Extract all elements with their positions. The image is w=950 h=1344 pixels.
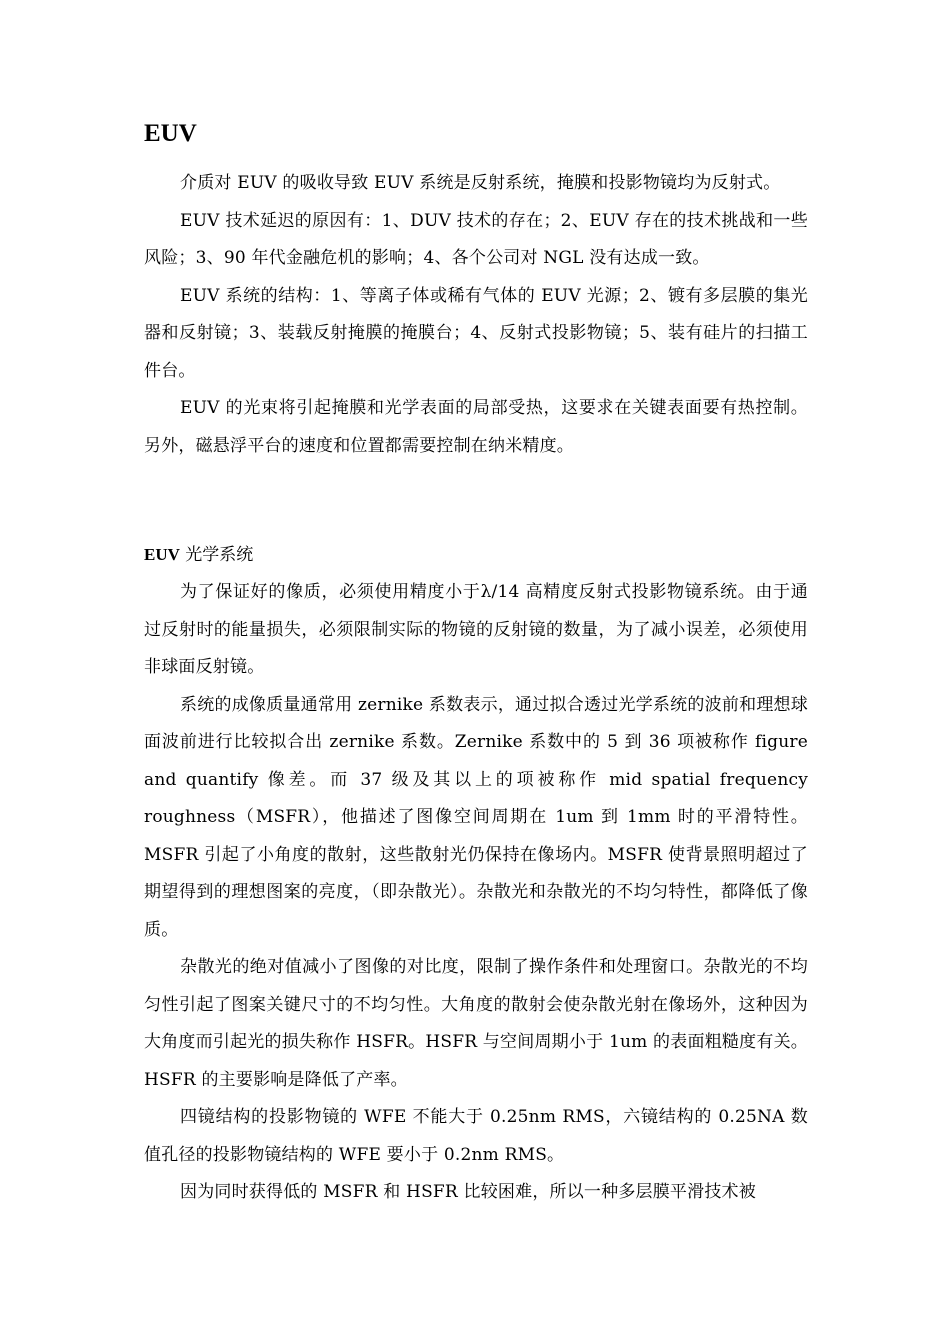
paragraph: 介质对 EUV 的吸收导致 EUV 系统是反射系统，掩膜和投影物镜均为反射式。	[180, 173, 781, 193]
paragraph: EUV 的光束将引起掩膜和光学表面的局部受热，这要求在关键表面要有热控制。另外，磁悬浮平台的速度和位置都需要控制在纳米精度。	[144, 398, 808, 456]
document-title: EUV	[144, 120, 197, 147]
section-intro	[144, 165, 808, 465]
paragraph: 系统的成像质量通常用 zernike 系数表示，通过拟合透过光学系统的波前和理想球面波前进行比较拟合出 zernike 系数。Zernike 系数中的 5 到 36 项被称作 figure and quantify 像差。而 37 级及其以上的项被称作 mid spatial frequency roughness（MSFR），他描述了图像空间周期在 1um 到 1mm 时的平滑特性。MSFR 引起了小角度的散射，这些散射光仍保持在像场内。MSFR 使背景照明超过了期望得到的理想图案的亮度，（即杂散光）。杂散光和杂散光的不均匀特性，都降低了像质。	[144, 694, 808, 940]
paragraph: EUV 技术延迟的原因有：1、DUV 技术的存在；2、EUV 存在的技术挑战和一些风险；3、90 年代金融危机的影响；4、各个公司对 NGL 没有达成一致。	[144, 210, 808, 268]
paragraph: 因为同时获得低的 MSFR 和 HSFR 比较困难，所以一种多层膜平滑技术被	[180, 1182, 756, 1202]
paragraph: 四镜结构的投影物镜的 WFE 不能大于 0.25nm RMS，六镜结构的 0.25NA 数值孔径的投影物镜结构的 WFE 要小于 0.2nm RMS。	[144, 1107, 808, 1165]
section-heading-euv-optics	[144, 536, 253, 574]
paragraph: 为了保证好的像质，必须使用精度小于λ/14 高精度反射式投影物镜系统。由于通过反射时的能量损失，必须限制实际的物镜的反射镜的数量，为了减小误差，必须使用非球面反射镜。	[144, 582, 808, 677]
paragraph: EUV 系统的结构：1、等离子体或稀有气体的 EUV 光源；2、镀有多层膜的集光器和反射镜；3、装载反射掩膜的掩膜台；4、反射式投影物镜；5、装有硅片的扫描工件台。	[144, 285, 808, 381]
section-euv-optics	[144, 574, 808, 1212]
section-heading-bold: EUV	[144, 545, 180, 564]
section-heading-rest: 光学系统	[179, 545, 254, 565]
paragraph: 杂散光的绝对值减小了图像的对比度，限制了操作条件和处理窗口。杂散光的不均匀性引起了图案关键尺寸的不均匀性。大角度的散射会使杂散光射在像场外，这种因为大角度而引起光的损失称作 HSFR。HSFR 与空间周期小于 1um 的表面粗糙度有关。HSFR 的主要影响是降低了产率。	[144, 957, 808, 1090]
